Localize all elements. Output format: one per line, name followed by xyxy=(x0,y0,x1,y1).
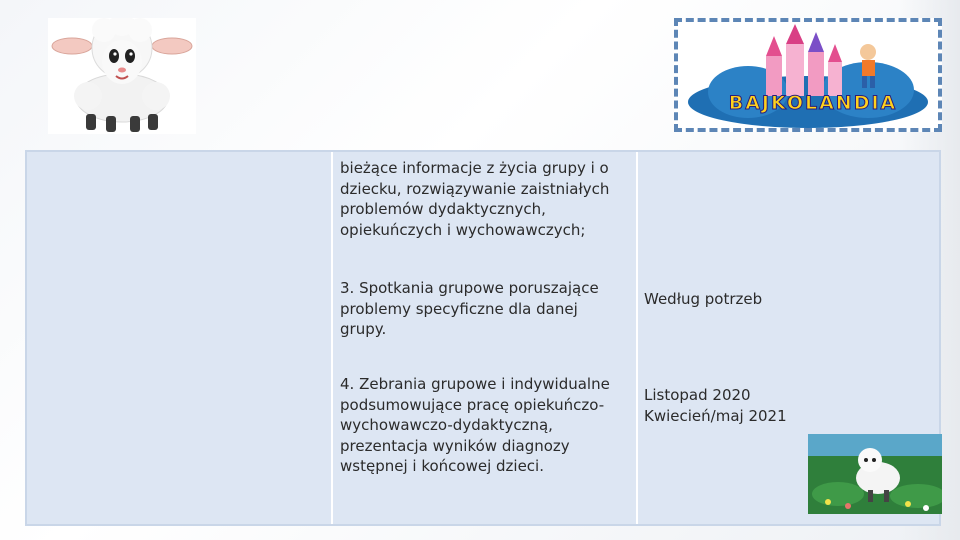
sheep-logo xyxy=(48,18,196,134)
column-divider xyxy=(636,152,638,524)
sheep-meadow-image xyxy=(808,434,942,514)
sheep-meadow-icon xyxy=(808,434,942,514)
column-divider xyxy=(331,152,333,524)
date-cell: Listopad 2020 Kwiecień/maj 2021 xyxy=(644,386,787,425)
activity-cell: bieżące informacje z życia grupy i o dziecku, rozwiązywanie zaistniałych problemów dydaktycznych, opiekuńczych i wychowawczych; xyxy=(340,159,610,239)
activity-cell: 4. Zebrania grupowe i indywidualne podsumowujące pracę opiekuńczo- wychowawczo-dydaktyczną, prezentacja wyników diagnozy wstępnej i końcowej dzieci. xyxy=(340,375,610,475)
activity-cell: 3. Spotkania grupowe poruszające problemy specyficzne dla danej grupy. xyxy=(340,279,599,338)
date-cell: Według potrzeb xyxy=(644,290,763,308)
schedule-table xyxy=(25,150,941,526)
bajkolandia-logo xyxy=(674,18,942,132)
sheep-icon xyxy=(48,18,196,134)
logo-text: BAJKOLANDIA xyxy=(728,92,898,114)
